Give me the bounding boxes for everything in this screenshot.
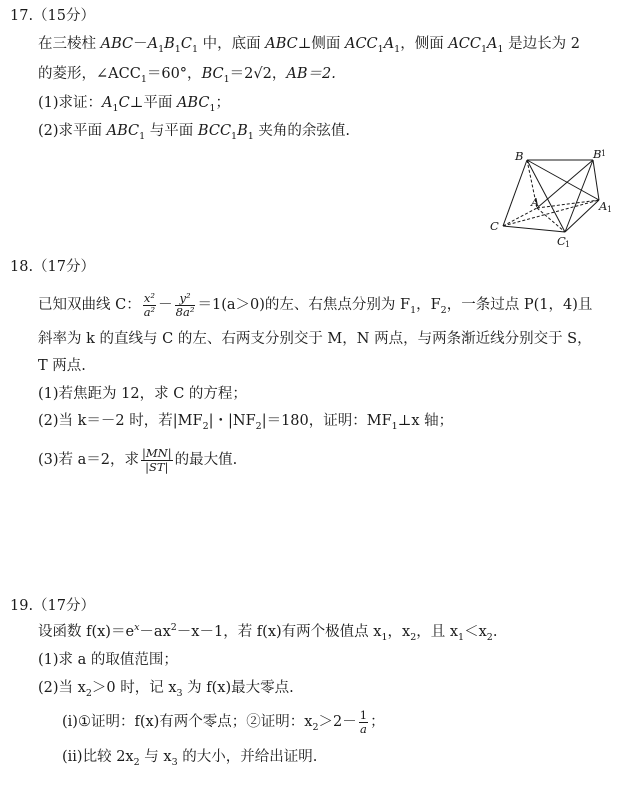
label-c1-sub: 1: [565, 240, 571, 249]
label-a1: A: [599, 199, 608, 213]
label-b1: B: [593, 147, 602, 161]
edge-a-c1: [537, 208, 565, 232]
q19-part2-ii: (ii)比较 $2x_2$ 与 $x_3$ 的大小，并给出证明.: [62, 749, 318, 768]
fraction-mn-st: $\frac{|MN|}{|ST|}$: [142, 445, 172, 474]
q17-part2: (2)求平面 $ABC_1$ 与平面 $BCC_1B_1$ 夹角的余弦值.: [38, 123, 351, 142]
label-a: A: [531, 195, 540, 209]
q17-header: 17.（15分）: [10, 8, 96, 24]
q19-part1: (1)求 a 的取值范围；: [38, 652, 178, 668]
q18-part3: (3)若 a＝2，求 $\frac{|MN|}{|ST|}$ 的最大值.: [38, 445, 238, 474]
edge-b-c: [503, 160, 527, 226]
label-b1-sub: 1: [601, 149, 607, 158]
q18-stem-line1: 已知双曲线 C： $\frac{\text{x²}}{\text{a²}}$ － $\frac{\text{y²}}{\text{8a²}}$ ＝1(a＞0)的左、右焦点分别为 $F_1$，$F_2$，一条过点 P(1，4)且: [38, 290, 593, 319]
q18-part2: (2)当 k＝－2 时，若$|MF_2|$・$|NF_2|=180$，证明：$MF_1\perp x$ 轴；: [38, 413, 454, 432]
q17-part1: (1)求证：$A_1C\perp$平面 $ABC_1$；: [38, 95, 230, 114]
label-a1-sub: 1: [607, 205, 613, 214]
q19-header: 19.（17分）: [10, 598, 96, 614]
q18-header: 18.（17分）: [10, 259, 96, 275]
label-c1: C: [557, 234, 566, 248]
fraction-x2-a2: $\frac{\text{x²}}{\text{a²}}$: [143, 290, 156, 319]
prism-figure: [485, 146, 615, 250]
q19-part2: (2)当 $x_2>0$ 时，记 $x_3$ 为 f(x)最大零点.: [38, 680, 294, 699]
q18-stem-line3: T 两点.: [38, 358, 86, 374]
label-b: B: [515, 149, 524, 163]
q19-part2-i: (i)①证明：f(x)有两个零点；②证明：$x_2>2-$ $\frac{1}{a}$ ；: [62, 707, 385, 736]
fraction-y2-8a2: $\frac{\text{y²}}{\text{8a²}}$: [175, 290, 195, 319]
edge-a-a1: [537, 200, 599, 208]
q17-stem-line1: 在三棱柱 $ABC-A_1B_1C_1$ 中，底面 ABC⊥侧面 $ACC_1A_1$，侧面 $ACC_1A_1$ 是边长为 2: [38, 36, 581, 55]
q18-stem-line2: 斜率为 k 的直线与 C 的左、右两支分别交于 M，N 两点，与两条渐近线分别交于 S，: [38, 331, 592, 347]
q18-part1: (1)若焦距为 12，求 C 的方程；: [38, 386, 247, 402]
edge-b1-a1: [593, 160, 599, 200]
label-c: C: [490, 219, 499, 233]
edge-b1-a: [537, 160, 593, 208]
fraction-1-a: $\frac{1}{a}$: [359, 707, 368, 736]
q19-stem: 设函数 $f(x)=e^x-ax^2-x-1$，若 f(x)有两个极值点 $x_1$，$x_2$，且 $x_1<x_2$.: [38, 622, 498, 643]
edge-c-c1: [503, 226, 565, 232]
q17-stem-line2: 的菱形，$\angle ACC_1=60^\circ$，$BC_1=2√2$，AB＝2.: [38, 66, 336, 85]
edge-b1-c1: [565, 160, 593, 232]
